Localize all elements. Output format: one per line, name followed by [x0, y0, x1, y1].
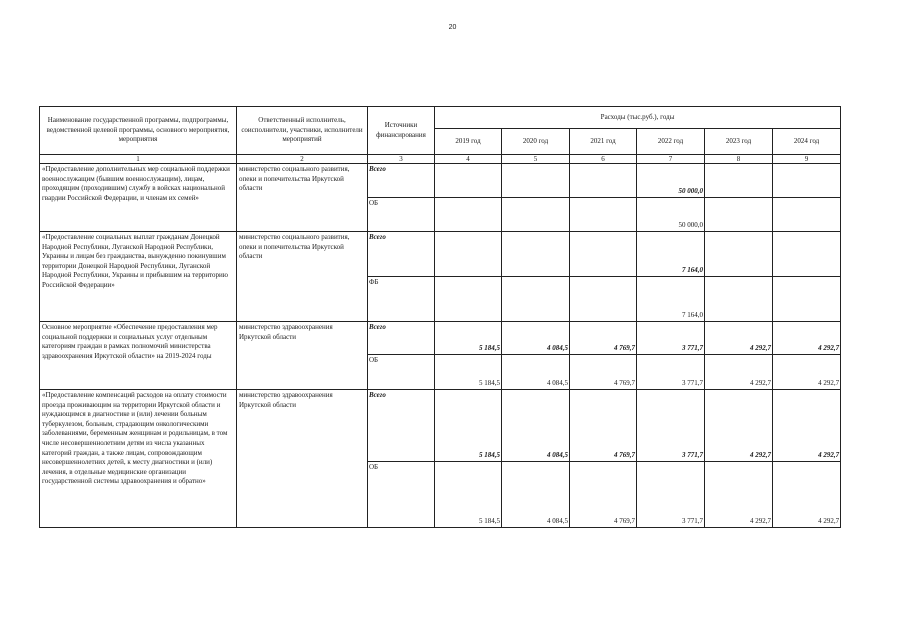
source-value: 4 769,7	[570, 355, 637, 390]
source-value	[502, 198, 570, 232]
page-number: 20	[448, 24, 457, 31]
total-value: 5 184,5	[435, 390, 502, 462]
source-value: 4 084,5	[502, 355, 570, 390]
total-value	[502, 232, 570, 277]
source-value	[435, 277, 502, 322]
source-value	[502, 277, 570, 322]
source-total-label: Всего	[368, 322, 435, 355]
row-name: Основное мероприятие «Обеспечение предоставления мер социальной поддержки и социальных услуг отдельным категориям граждан в рамках полномочий министерства здравоохранения Иркутской области» на 2019-2024 годы	[40, 322, 237, 390]
row-executor: министерство здравоохранения Иркутской области	[237, 322, 368, 390]
total-value: 4 292,7	[773, 322, 841, 355]
source-value: 3 771,7	[637, 355, 705, 390]
total-value: 4 084,5	[502, 390, 570, 462]
header-year: 2023 год	[705, 129, 773, 155]
table-row	[40, 232, 841, 277]
row-executor: министерство социального развития, опеки и попечительства Иркутской области	[237, 232, 368, 322]
column-number: 2	[237, 155, 368, 164]
total-value: 3 771,7	[637, 322, 705, 355]
column-number: 5	[502, 155, 570, 164]
header-year: 2019 год	[435, 129, 502, 155]
column-number: 4	[435, 155, 502, 164]
total-value: 5 184,5	[435, 322, 502, 355]
source-value: 4 292,7	[773, 355, 841, 390]
row-name: «Предоставление социальных выплат гражданам Донецкой Народной Республики, Луганской Народной Республики, Украины и лицам без гражданства, вынужденно покинувшим территории Донецкой Народной Республики, Луганской Народной Республики, Украины и прибывшим на территорию Российской Федерации»	[40, 232, 237, 322]
source-value	[570, 277, 637, 322]
source-value: 4 084,5	[502, 462, 570, 528]
total-value	[570, 164, 637, 198]
source-label: ФБ	[368, 277, 435, 322]
table-row	[40, 164, 841, 198]
source-label: ОБ	[368, 462, 435, 528]
row-executor: министерство здравоохранения Иркутской области	[237, 390, 368, 528]
source-value: 5 184,5	[435, 462, 502, 528]
column-number: 1	[40, 155, 237, 164]
header-year: 2021 год	[570, 129, 637, 155]
source-value	[773, 277, 841, 322]
source-value: 3 771,7	[637, 462, 705, 528]
source-total-label: Всего	[368, 232, 435, 277]
source-value: 5 184,5	[435, 355, 502, 390]
total-value: 4 084,5	[502, 322, 570, 355]
table-row	[40, 322, 841, 355]
header-year: 2022 год	[637, 129, 705, 155]
total-value	[705, 164, 773, 198]
table-row	[40, 390, 841, 462]
source-label: ОБ	[368, 355, 435, 390]
source-value	[705, 277, 773, 322]
source-label: ОБ	[368, 198, 435, 232]
expenses-table	[39, 106, 841, 528]
header-expenses: Расходы (тыс.руб.), годы	[435, 107, 841, 129]
source-value	[705, 198, 773, 232]
row-executor: министерство социального развития, опеки и попечительства Иркутской области	[237, 164, 368, 232]
total-value	[773, 164, 841, 198]
source-value: 7 164,0	[637, 277, 705, 322]
header-year: 2024 год	[773, 129, 841, 155]
header-name: Наименование государственной программы, подпрограммы, ведомственной целевой программы, основного мероприятия, мероприятия	[40, 107, 237, 155]
row-name: «Предоставление компенсаций расходов на оплату стоимости проезда проживающим на территории Иркутской области и нуждающимся в диагностике и (или) лечении больным туберкулезом, больным, страдающим онкологическими заболеваниями, беременным женщинам и родильницам, в том числе несовершеннолетним детям из числа указанных категорий граждан, а также лицам, сопровождающим несовершеннолетних детей, к месту диагностики и (или) лечения, в отдельные медицинские организации государственной системы здравоохранения и обратно»	[40, 390, 237, 528]
column-number: 3	[368, 155, 435, 164]
column-number: 9	[773, 155, 841, 164]
total-value	[435, 164, 502, 198]
total-value	[773, 232, 841, 277]
source-value: 4 769,7	[570, 462, 637, 528]
header-source: Источники финансирования	[368, 107, 435, 155]
total-value: 4 292,7	[705, 322, 773, 355]
source-value: 4 292,7	[705, 462, 773, 528]
column-number: 7	[637, 155, 705, 164]
total-value: 7 164,0	[637, 232, 705, 277]
total-value: 4 769,7	[570, 322, 637, 355]
total-value: 4 292,7	[705, 390, 773, 462]
total-value: 4 769,7	[570, 390, 637, 462]
total-value: 3 771,7	[637, 390, 705, 462]
source-total-label: Всего	[368, 164, 435, 198]
header-executor: Ответственный исполнитель, соисполнители, участники, исполнители мероприятий	[237, 107, 368, 155]
source-value: 4 292,7	[773, 462, 841, 528]
total-value	[435, 232, 502, 277]
column-number: 6	[570, 155, 637, 164]
column-number: 8	[705, 155, 773, 164]
source-value	[773, 198, 841, 232]
row-name: «Предоставление дополнительных мер социальной поддержки военнослужащим (бывшим военнослужащим), лицам, проходящим (проходившим) службу в войсках национальной гвардии Российской Федерации, и членам их семей»	[40, 164, 237, 232]
total-value	[705, 232, 773, 277]
total-value	[502, 164, 570, 198]
header-year: 2020 год	[502, 129, 570, 155]
source-value: 50 000,0	[637, 198, 705, 232]
source-value: 4 292,7	[705, 355, 773, 390]
source-value	[570, 198, 637, 232]
total-value: 4 292,7	[773, 390, 841, 462]
source-total-label: Всего	[368, 390, 435, 462]
total-value: 50 000,0	[637, 164, 705, 198]
source-value	[435, 198, 502, 232]
total-value	[570, 232, 637, 277]
